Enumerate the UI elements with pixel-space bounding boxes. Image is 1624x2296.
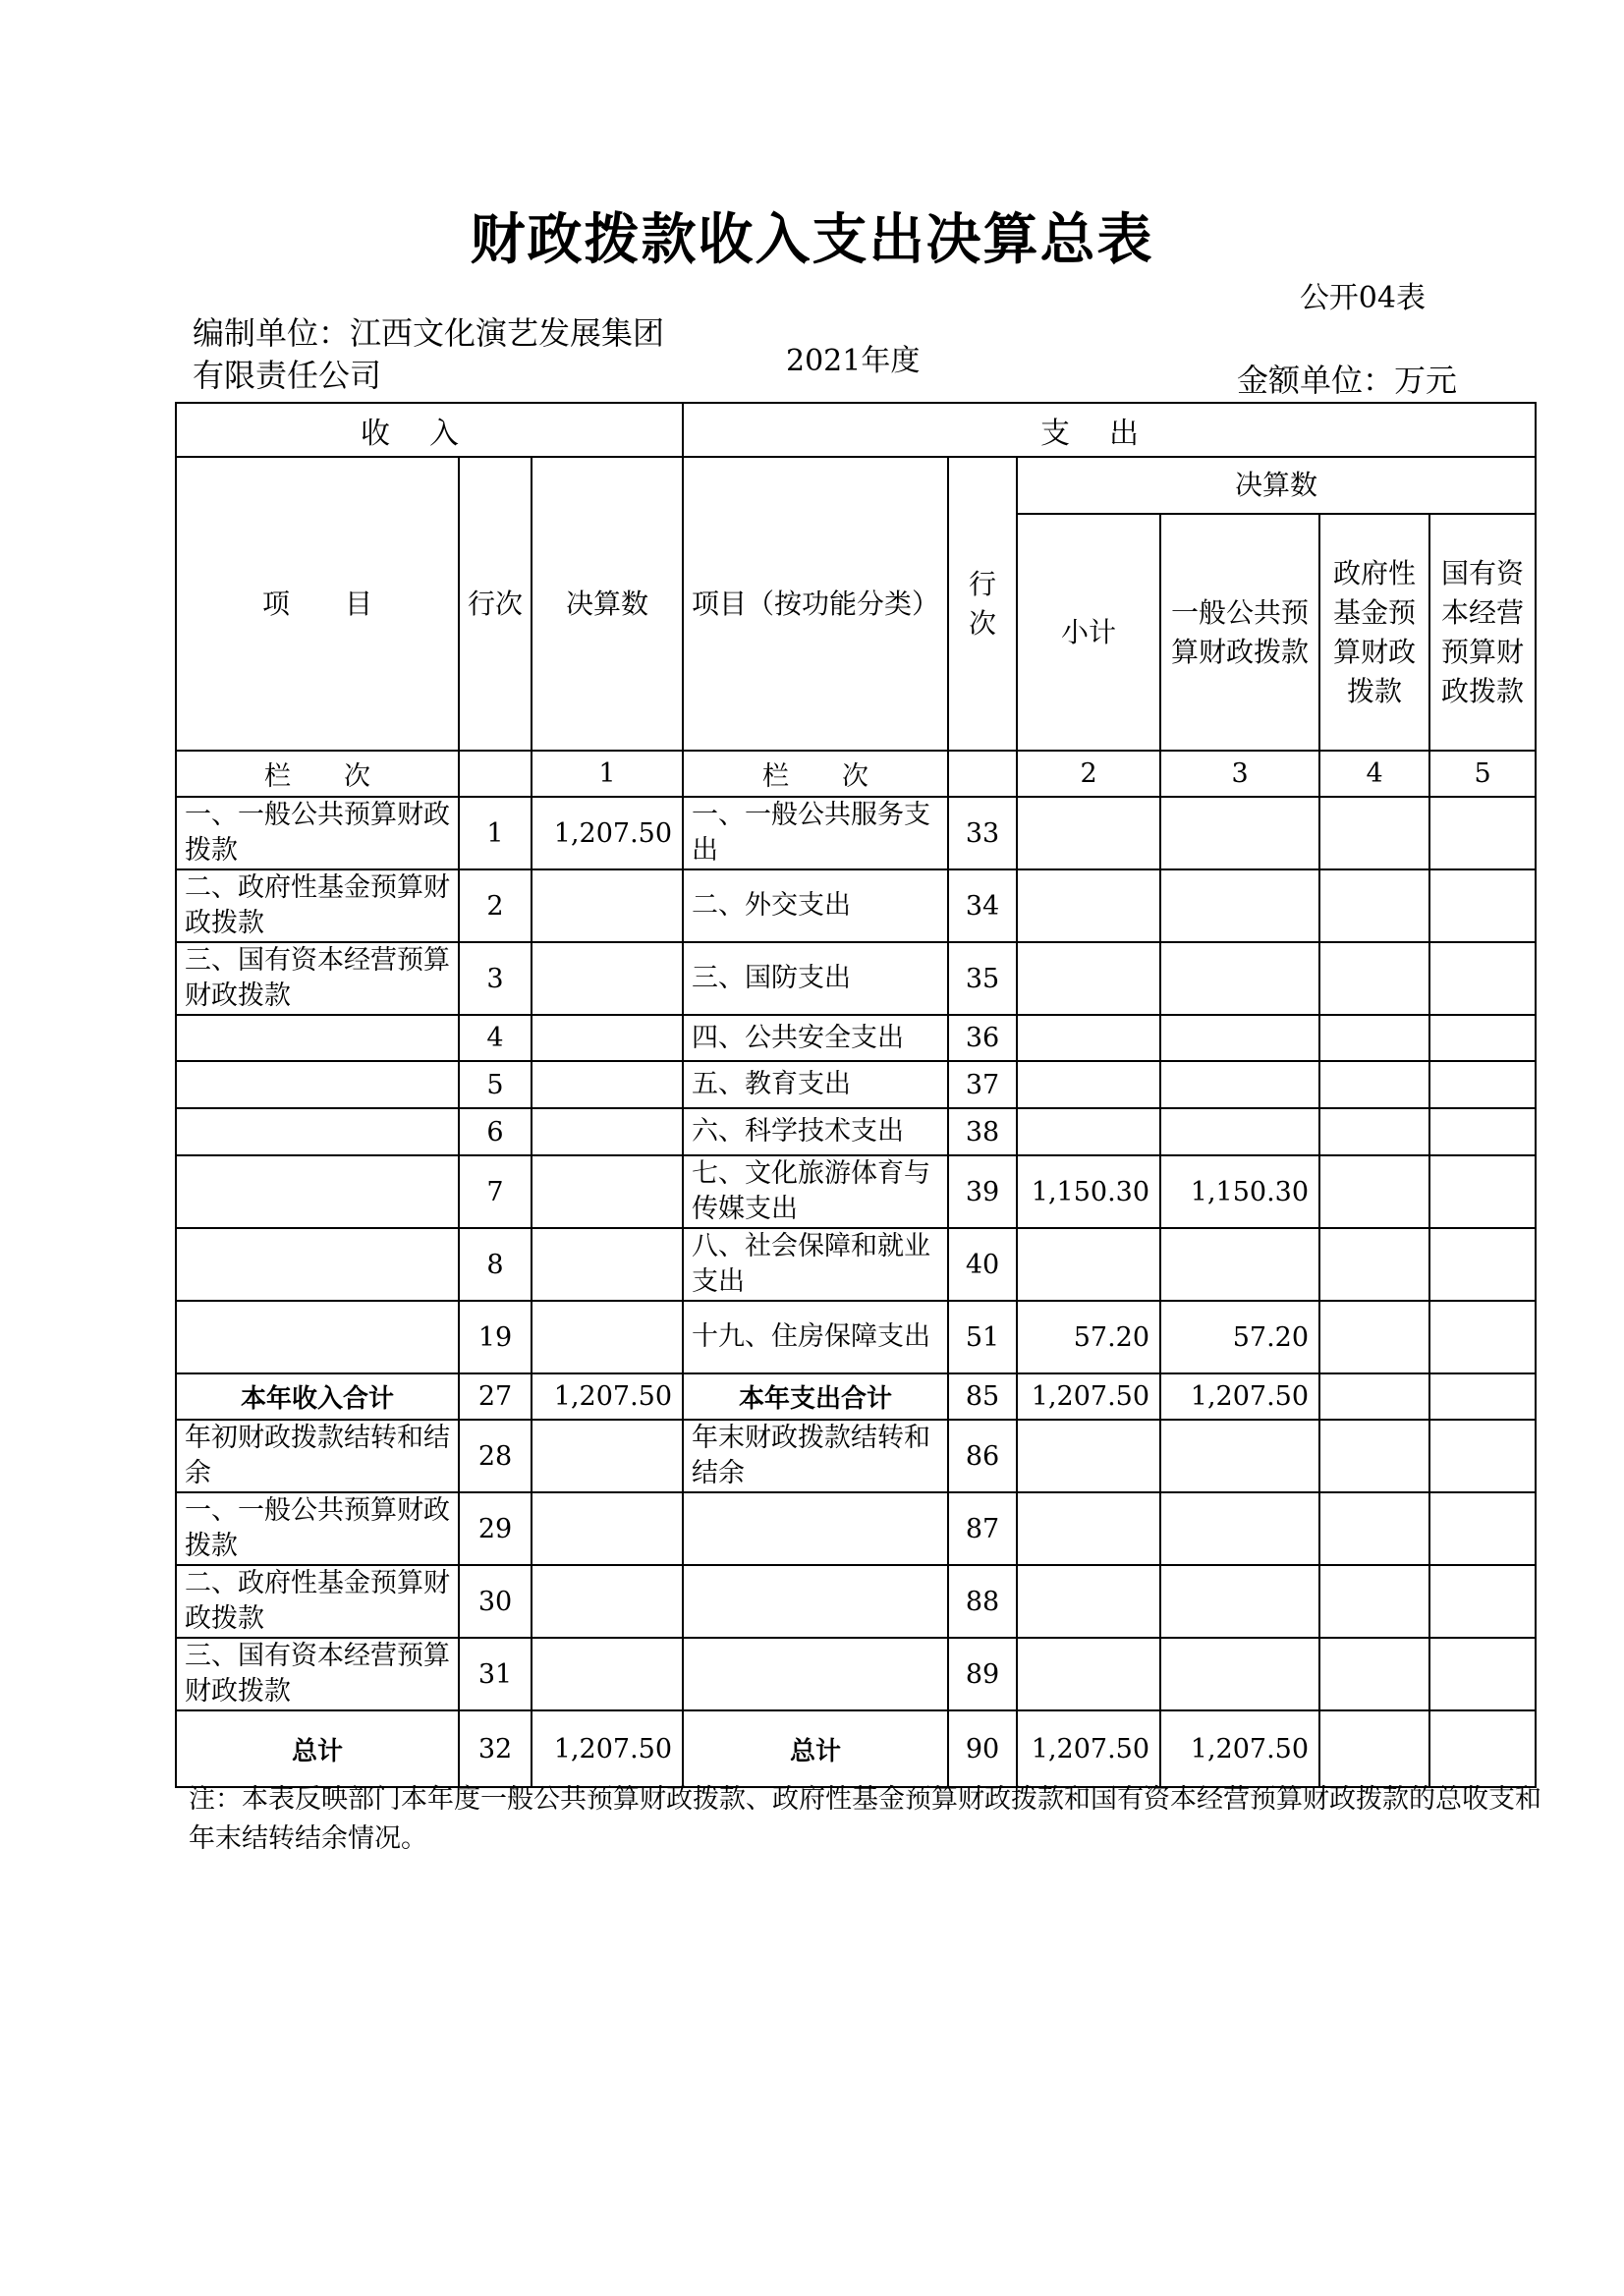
gov-fund-cell xyxy=(1319,1373,1429,1420)
subtotal-cell xyxy=(1017,942,1160,1015)
income-item-cell: 二、政府性基金预算财政拨款 xyxy=(176,1565,459,1638)
state-capital-cell xyxy=(1429,869,1536,942)
expense-item-cell: 五、教育支出 xyxy=(683,1061,948,1108)
column-number-5: 5 xyxy=(1429,751,1536,797)
expense-item-header: 项目（按功能分类） xyxy=(683,457,948,751)
expense-row-no-cell: 90 xyxy=(948,1710,1017,1787)
expense-amount-group-header: 决算数 xyxy=(1017,457,1536,514)
expense-row-no-cell: 34 xyxy=(948,869,1017,942)
general-budget-cell: 1,207.50 xyxy=(1160,1710,1319,1787)
income-amount-cell xyxy=(532,869,683,942)
state-capital-cell xyxy=(1429,1061,1536,1108)
gov-fund-cell xyxy=(1319,1492,1429,1565)
subtotal-cell: 1,207.50 xyxy=(1017,1373,1160,1420)
expense-row-no-cell: 85 xyxy=(948,1373,1017,1420)
table-row xyxy=(176,1155,1536,1228)
subtotal-cell: 57.20 xyxy=(1017,1301,1160,1373)
income-row-no-header: 行次 xyxy=(459,457,532,751)
column-number-3: 3 xyxy=(1160,751,1319,797)
general-budget-cell xyxy=(1160,869,1319,942)
expense-row-no-cell: 39 xyxy=(948,1155,1017,1228)
state-capital-cell xyxy=(1429,1420,1536,1492)
gov-fund-cell xyxy=(1319,1638,1429,1710)
column-number-2: 2 xyxy=(1017,751,1160,797)
income-row-no-cell: 2 xyxy=(459,869,532,942)
expense-item-cell xyxy=(683,1492,948,1565)
subtotal-cell xyxy=(1017,1420,1160,1492)
general-budget-cell xyxy=(1160,942,1319,1015)
income-row-no-cell: 28 xyxy=(459,1420,532,1492)
empty-cell xyxy=(459,751,532,797)
expense-item-cell: 四、公共安全支出 xyxy=(683,1015,948,1061)
state-capital-cell xyxy=(1429,1710,1536,1787)
gov-fund-cell xyxy=(1319,1155,1429,1228)
gov-fund-cell xyxy=(1319,1108,1429,1155)
income-amount-cell: 1,207.50 xyxy=(532,1373,683,1420)
expense-item-cell: 总计 xyxy=(683,1710,948,1787)
subtotal-cell: 1,207.50 xyxy=(1017,1710,1160,1787)
column-number-4: 4 xyxy=(1319,751,1429,797)
expense-item-cell: 一、一般公共服务支出 xyxy=(683,797,948,869)
expense-row-no-header: 行次 xyxy=(948,457,1017,751)
income-row-no-cell: 5 xyxy=(459,1061,532,1108)
general-budget-cell xyxy=(1160,1108,1319,1155)
subtotal-cell xyxy=(1017,1492,1160,1565)
income-amount-cell xyxy=(532,1061,683,1108)
general-budget-cell xyxy=(1160,1228,1319,1301)
amount-unit: 金额单位：万元 xyxy=(1236,362,1457,399)
income-row-no-cell: 29 xyxy=(459,1492,532,1565)
state-capital-cell xyxy=(1429,1228,1536,1301)
income-item-cell: 本年收入合计 xyxy=(176,1373,459,1420)
expense-row-no-cell: 40 xyxy=(948,1228,1017,1301)
empty-cell xyxy=(948,751,1017,797)
income-item-cell xyxy=(176,1155,459,1228)
income-row-no-cell: 4 xyxy=(459,1015,532,1061)
general-budget-cell xyxy=(1160,1492,1319,1565)
income-item-cell: 二、政府性基金预算财政拨款 xyxy=(176,869,459,942)
form-code: 公开04表 xyxy=(1299,281,1426,315)
income-item-cell xyxy=(176,1061,459,1108)
income-row-no-cell: 27 xyxy=(459,1373,532,1420)
gov-fund-cell xyxy=(1319,1420,1429,1492)
state-capital-cell xyxy=(1429,1565,1536,1638)
income-amount-cell xyxy=(532,1492,683,1565)
table-row xyxy=(176,1420,1536,1492)
subtotal-cell xyxy=(1017,797,1160,869)
table-row xyxy=(176,1710,1536,1787)
expense-row-no-cell: 38 xyxy=(948,1108,1017,1155)
column-label-left: 栏 次 xyxy=(176,751,459,797)
income-item-cell: 一、一般公共预算财政拨款 xyxy=(176,1492,459,1565)
income-amount-cell xyxy=(532,1420,683,1492)
table-row xyxy=(176,1015,1536,1061)
state-capital-cell xyxy=(1429,1492,1536,1565)
general-budget-cell: 1,150.30 xyxy=(1160,1155,1319,1228)
income-item-cell: 三、国有资本经营预算财政拨款 xyxy=(176,1638,459,1710)
subtotal-cell xyxy=(1017,1015,1160,1061)
state-capital-cell xyxy=(1429,1373,1536,1420)
income-item-cell xyxy=(176,1228,459,1301)
state-capital-cell xyxy=(1429,1155,1536,1228)
income-row-no-cell: 7 xyxy=(459,1155,532,1228)
subtotal-cell xyxy=(1017,869,1160,942)
income-item-cell: 年初财政拨款结转和结余 xyxy=(176,1420,459,1492)
expense-header: 支出 xyxy=(683,403,1536,457)
expense-item-cell: 八、社会保障和就业支出 xyxy=(683,1228,948,1301)
general-budget-cell: 1,207.50 xyxy=(1160,1373,1319,1420)
expense-row-no-cell: 87 xyxy=(948,1492,1017,1565)
subtotal-cell xyxy=(1017,1638,1160,1710)
expense-item-cell: 三、国防支出 xyxy=(683,942,948,1015)
general-budget-cell xyxy=(1160,1015,1319,1061)
fiscal-year: 2021年度 xyxy=(786,344,921,378)
general-budget-cell xyxy=(1160,1420,1319,1492)
income-amount-cell xyxy=(532,1228,683,1301)
expense-item-cell: 十九、住房保障支出 xyxy=(683,1301,948,1373)
gov-fund-cell xyxy=(1319,1228,1429,1301)
income-row-no-cell: 32 xyxy=(459,1710,532,1787)
expense-item-cell: 年末财政拨款结转和结余 xyxy=(683,1420,948,1492)
expense-item-cell xyxy=(683,1565,948,1638)
income-item-cell xyxy=(176,1108,459,1155)
table-row xyxy=(176,942,1536,1015)
expense-item-cell: 本年支出合计 xyxy=(683,1373,948,1420)
fiscal-appropriation-table xyxy=(175,402,1537,1788)
income-row-no-cell: 6 xyxy=(459,1108,532,1155)
income-amount-cell xyxy=(532,1155,683,1228)
income-item-cell: 一、一般公共预算财政拨款 xyxy=(176,797,459,869)
table-row xyxy=(176,1061,1536,1108)
income-item-cell: 三、国有资本经营预算财政拨款 xyxy=(176,942,459,1015)
gov-fund-cell xyxy=(1319,1710,1429,1787)
general-budget-header: 一般公共预算财政拨款 xyxy=(1160,514,1319,751)
income-amount-cell: 1,207.50 xyxy=(532,1710,683,1787)
expense-row-no-cell: 33 xyxy=(948,797,1017,869)
income-row-no-cell: 3 xyxy=(459,942,532,1015)
subtotal-cell: 1,150.30 xyxy=(1017,1155,1160,1228)
expense-item-cell: 七、文化旅游体育与传媒支出 xyxy=(683,1155,948,1228)
table-row xyxy=(176,1228,1536,1301)
expense-row-no-cell: 88 xyxy=(948,1565,1017,1638)
table-note: 注：本表反映部门本年度一般公共预算财政拨款、政府性基金预算财政拨款和国有资本经营预算财政拨款的总收支和年末结转结余情况。 xyxy=(189,1784,1541,1854)
table-row xyxy=(176,797,1536,869)
income-amount-cell xyxy=(532,942,683,1015)
income-amount-cell: 1,207.50 xyxy=(532,797,683,869)
gov-fund-cell xyxy=(1319,1301,1429,1373)
gov-fund-cell xyxy=(1319,1015,1429,1061)
expense-item-cell xyxy=(683,1638,948,1710)
general-budget-cell: 57.20 xyxy=(1160,1301,1319,1373)
gov-fund-cell xyxy=(1319,1061,1429,1108)
subtotal-cell xyxy=(1017,1565,1160,1638)
income-amount-header: 决算数 xyxy=(532,457,683,751)
table-row xyxy=(176,1565,1536,1638)
expense-item-cell: 二、外交支出 xyxy=(683,869,948,942)
subtotal-cell xyxy=(1017,1061,1160,1108)
subtotal-cell xyxy=(1017,1108,1160,1155)
income-row-no-cell: 8 xyxy=(459,1228,532,1301)
page-title: 财政拨款收入支出决算总表 xyxy=(470,208,1154,272)
gov-fund-cell xyxy=(1319,942,1429,1015)
table-row xyxy=(176,1108,1536,1155)
income-amount-cell xyxy=(532,1301,683,1373)
income-amount-cell xyxy=(532,1108,683,1155)
general-budget-cell xyxy=(1160,1565,1319,1638)
income-item-header: 项 目 xyxy=(176,457,459,751)
state-capital-cell xyxy=(1429,942,1536,1015)
gov-fund-cell xyxy=(1319,797,1429,869)
subtotal-cell xyxy=(1017,1228,1160,1301)
income-row-no-cell: 31 xyxy=(459,1638,532,1710)
expense-item-cell: 六、科学技术支出 xyxy=(683,1108,948,1155)
income-amount-cell xyxy=(532,1638,683,1710)
expense-row-no-cell: 35 xyxy=(948,942,1017,1015)
expense-row-no-cell: 86 xyxy=(948,1420,1017,1492)
expense-row-no-cell: 37 xyxy=(948,1061,1017,1108)
general-budget-cell xyxy=(1160,1061,1319,1108)
table-row xyxy=(176,1373,1536,1420)
gov-fund-header: 政府性基金预算财政拨款 xyxy=(1319,514,1429,751)
table-row xyxy=(176,1638,1536,1710)
reporting-unit: 编制单位：江西文化演艺发展集团有限责任公司 xyxy=(193,314,665,394)
income-amount-cell xyxy=(532,1015,683,1061)
gov-fund-cell xyxy=(1319,1565,1429,1638)
income-header: 收入 xyxy=(176,403,683,457)
income-item-cell xyxy=(176,1301,459,1373)
state-capital-cell xyxy=(1429,1015,1536,1061)
subtotal-header: 小计 xyxy=(1017,514,1160,751)
state-capital-cell xyxy=(1429,1108,1536,1155)
column-number-1: 1 xyxy=(532,751,683,797)
expense-row-no-cell: 89 xyxy=(948,1638,1017,1710)
table-row xyxy=(176,869,1536,942)
state-capital-header: 国有资本经营预算财政拨款 xyxy=(1429,514,1536,751)
column-label-right: 栏 次 xyxy=(683,751,948,797)
gov-fund-cell xyxy=(1319,869,1429,942)
table-row xyxy=(176,1301,1536,1373)
state-capital-cell xyxy=(1429,1638,1536,1710)
general-budget-cell xyxy=(1160,1638,1319,1710)
expense-row-no-cell: 36 xyxy=(948,1015,1017,1061)
state-capital-cell xyxy=(1429,1301,1536,1373)
income-item-cell: 总计 xyxy=(176,1710,459,1787)
expense-row-no-cell: 51 xyxy=(948,1301,1017,1373)
income-item-cell xyxy=(176,1015,459,1061)
table-row xyxy=(176,1492,1536,1565)
income-row-no-cell: 19 xyxy=(459,1301,532,1373)
income-row-no-cell: 30 xyxy=(459,1565,532,1638)
income-row-no-cell: 1 xyxy=(459,797,532,869)
income-amount-cell xyxy=(532,1565,683,1638)
general-budget-cell xyxy=(1160,797,1319,869)
state-capital-cell xyxy=(1429,797,1536,869)
